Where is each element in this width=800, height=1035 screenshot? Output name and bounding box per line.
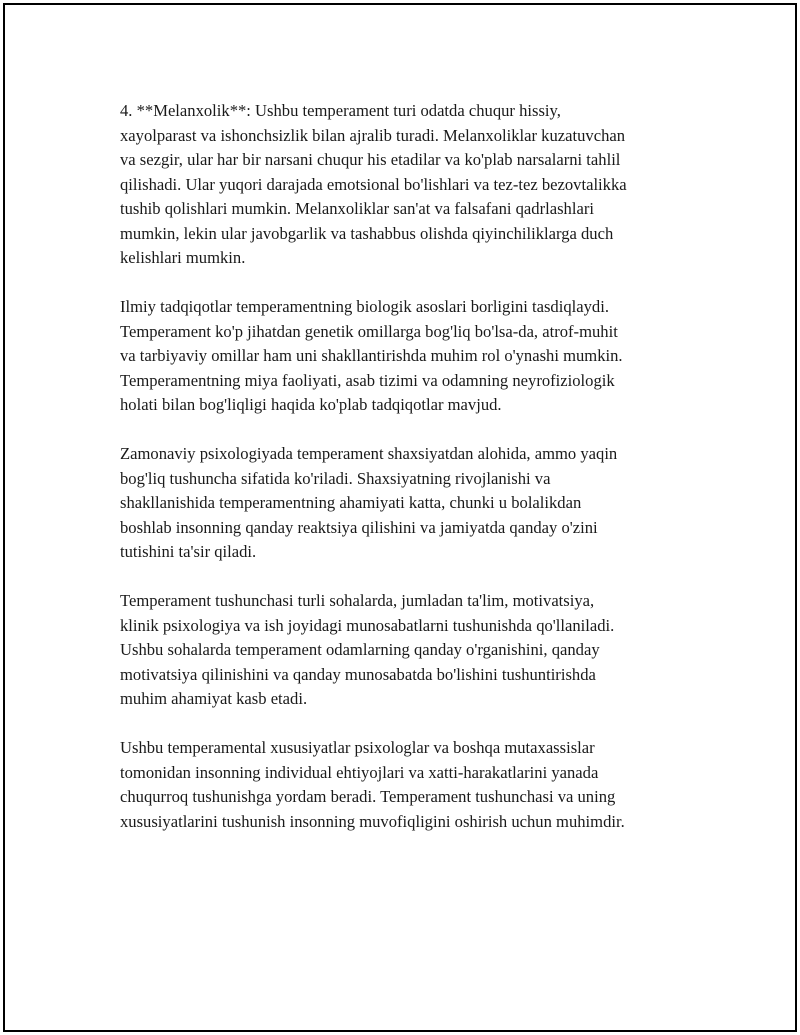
- text-line: qilishadi. Ular yuqori darajada emotsional bo'lishlari va tez-tez bezovtalikka: [120, 174, 627, 194]
- text-line: 4. **Melanxolik**: Ushbu temperament turi odatda chuqur hissiy,: [120, 101, 561, 120]
- text-line: Ushbu sohalarda temperament odamlarning qanday o'rganishini, qanday: [120, 640, 600, 659]
- document-body: [120, 99, 690, 859]
- text-line: tushib qolishlari mumkin. Melanxoliklar san'at va falsafani qadrlashlari: [120, 199, 594, 218]
- text-line: tutishini ta'sir qiladi.: [120, 542, 257, 561]
- text-line: Temperament tushunchasi turli sohalarda, jumladan ta'lim, motivatsiya,: [120, 591, 595, 610]
- text-line: Ilmiy tadqiqotlar temperamentning biologik asoslari borligini tasdiqlaydi.: [120, 297, 609, 316]
- text-line: chuqurroq tushunishga yordam beradi. Temperament tushunchasi va uning: [120, 787, 616, 806]
- text-line: bog'liq tushuncha sifatida ko'riladi. Shaxsiyatning rivojlanishi va: [120, 468, 551, 488]
- text-line: Ushbu temperamental xususiyatlar psixologlar va boshqa mutaxassislar: [120, 738, 595, 757]
- text-line: mumkin, lekin ular javobgarlik va tashabbus olishda qiyinchiliklarga duch: [120, 223, 614, 243]
- document-page: [3, 3, 797, 1032]
- text-line: va sezgir, ular har bir narsani chuqur his etadilar va ko'plab narsalarni tahlil: [120, 150, 621, 169]
- paragraph-zamonaviy-psixologiya: [120, 442, 690, 565]
- paragraph-biologik-asoslar: [120, 295, 690, 418]
- text-line: klinik psixologiya va ish joyidagi munosabatlarni tushunishda qo'llaniladi.: [120, 615, 615, 635]
- text-line: xususiyatlarini tushunish insonning muvofiqligini oshirish uchun muhimdir.: [120, 811, 625, 831]
- text-line: tomonidan insonning individual ehtiyojlari va xatti-harakatlarini yanada: [120, 762, 599, 782]
- text-line: Zamonaviy psixologiyada temperament shaxsiyatdan alohida, ammo yaqin: [120, 444, 618, 463]
- text-line: boshlab insonning qanday reaktsiya qilishini va jamiyatda qanday o'zini: [120, 517, 598, 537]
- text-line: va tarbiyaviy omillar ham uni shakllantirishda muhim rol o'ynashi mumkin.: [120, 346, 623, 365]
- text-line: muhim ahamiyat kasb etadi.: [120, 689, 308, 708]
- text-line: Temperamentning miya faoliyati, asab tizimi va odamning neyrofiziologik: [120, 370, 615, 390]
- paragraph-sohalarda-qollanilishi: [120, 589, 690, 712]
- paragraph-xulosa: [120, 736, 690, 834]
- text-line: motivatsiya qilinishini va qanday munosabatda bo'lishini tushuntirishda: [120, 664, 596, 684]
- text-line: Temperament ko'p jihatdan genetik omillarga bog'liq bo'lsa-da, atrof-muhit: [120, 321, 618, 341]
- text-line: shakllanishida temperamentning ahamiyati katta, chunki u bolalikdan: [120, 493, 582, 512]
- text-line: xayolparast va ishonchsizlik bilan ajralib turadi. Melanxoliklar kuzatuvchan: [120, 125, 626, 145]
- text-line: holati bilan bog'liqligi haqida ko'plab tadqiqotlar mavjud.: [120, 395, 502, 414]
- paragraph-melanxolik: [120, 99, 690, 271]
- text-line: kelishlari mumkin.: [120, 248, 246, 267]
